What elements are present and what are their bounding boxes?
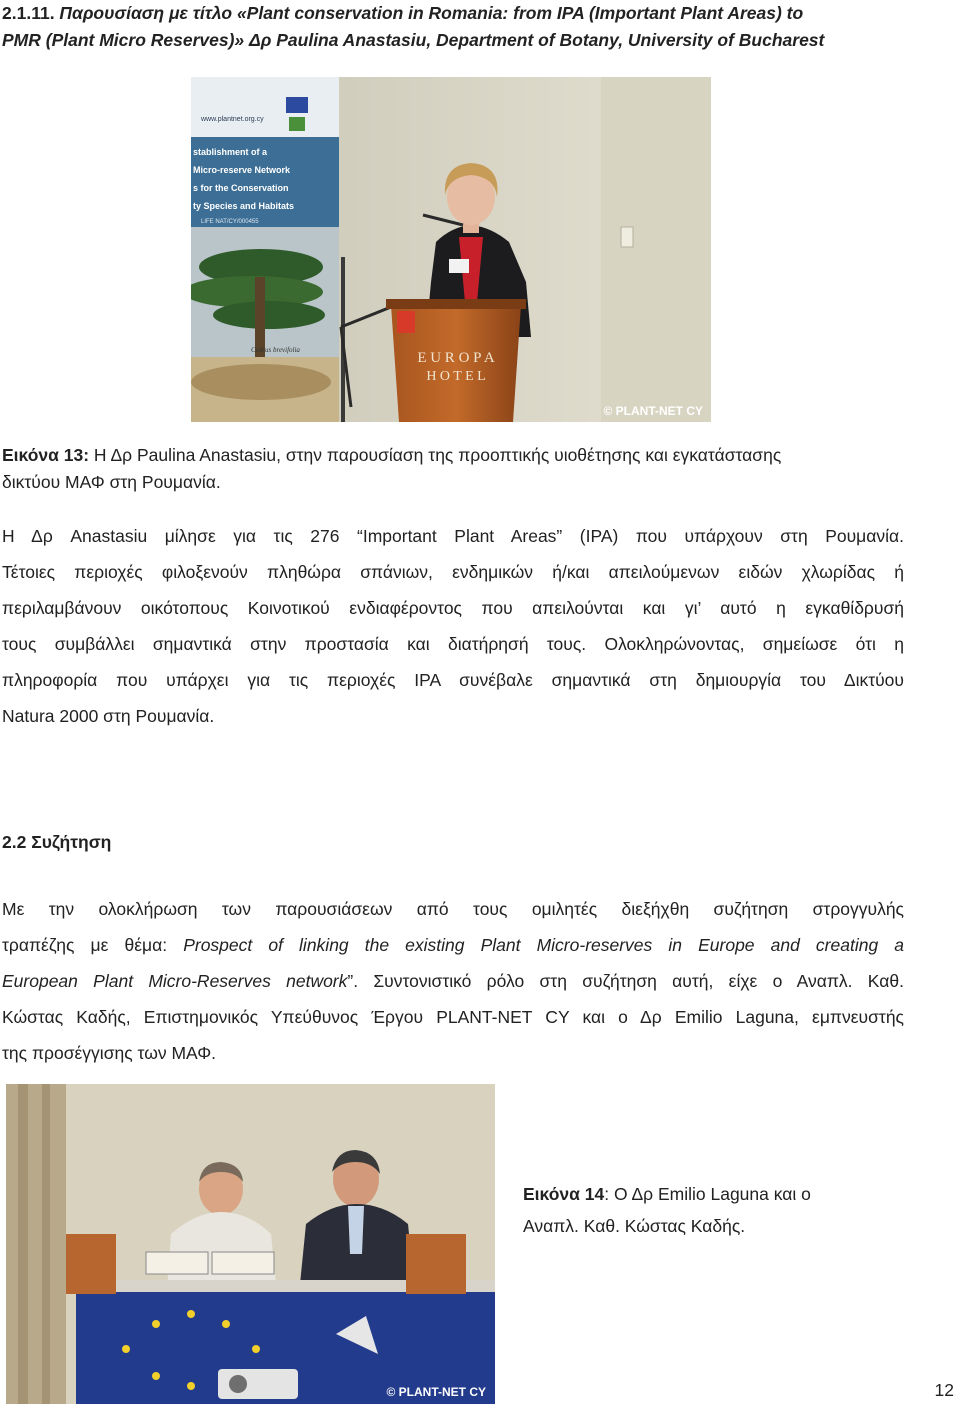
paragraph-line: της προσέγγισης των ΜΑΦ. bbox=[2, 1043, 217, 1063]
paragraph-line: πληροφορία που υπάρχει για τις περιοχές IPA συνέβαλε σημαντικά στη δημιουργία του Δικτύου bbox=[2, 670, 904, 690]
paragraph-line bbox=[2, 927, 904, 963]
paragraph-line: Natura 2000 στη Ρουμανία. bbox=[2, 706, 215, 726]
figure-14-photo-credit: © PLANT-NET CY bbox=[386, 1385, 486, 1399]
banner-url: www.plantnet.org.cy bbox=[201, 116, 264, 123]
heading-number: 2.1.11. bbox=[2, 3, 55, 23]
podium-logo-line1: E U R O P A bbox=[417, 350, 495, 366]
discussion-topic-part1: Prospect of linking the existing Plant Micro-reserves in Europe and creating a bbox=[183, 935, 905, 955]
paragraph-line: τους συμβάλλει σημαντικά στην προστασία και διατήρησή τους. Ολοκληρώνοντας, σημείωσε ότι η bbox=[2, 634, 904, 654]
section-title-discussion: 2.2 Συζήτηση bbox=[2, 832, 112, 852]
figure-13-photo bbox=[191, 77, 711, 422]
banner-line-2: Micro-reserve Network bbox=[193, 165, 291, 175]
figure-14-photo bbox=[6, 1084, 495, 1404]
figure-13-caption-line1: Η Δρ Paulina Anastasiu, στην παρουσίαση της προοπτικής υιοθέτησης και εγκατάστασης bbox=[89, 445, 782, 465]
figure-13-caption bbox=[2, 442, 912, 496]
figure-13-caption-label: Εικόνα 13: bbox=[2, 445, 90, 465]
paragraph-line-part: ”. Συντονιστικό ρόλο στη συζήτηση αυτή, είχε ο Αναπλ. Καθ. bbox=[347, 971, 904, 991]
banner-species-label: Cedrus brevifolia bbox=[251, 346, 300, 354]
figure-14-caption-label: Εικόνα 14 bbox=[523, 1184, 605, 1204]
paragraph-discussion bbox=[2, 891, 904, 1071]
paragraph-line: Η Δρ Anastasiu μίλησε για τις 276 “Important Plant Areas” (IPA) που υπάρχουν στη Ρουμανία. bbox=[2, 526, 904, 546]
paragraph-line bbox=[2, 963, 904, 999]
figure-13-photo-credit: © PLANT-NET CY bbox=[603, 404, 703, 418]
paragraph-line: Κώστας Καδής, Επιστημονικός Υπεύθυνος Έργου PLANT-NET CY και ο Δρ Emilio Laguna, εμπνευστής bbox=[2, 1007, 904, 1027]
podium-logo-line2: H O T E L bbox=[426, 369, 486, 384]
paragraph-line: Με την ολοκλήρωση των παρουσιάσεων από τους ομιλητές διεξήχθη συζήτηση στρογγυλής bbox=[2, 899, 904, 919]
figure-14-caption bbox=[523, 1178, 885, 1242]
paragraph-line: περιλαμβάνουν οικότοπους Κοινοτικού ενδιαφέροντος που απειλούνται και γι’ αυτό η εγκαθίδρυσή bbox=[2, 598, 904, 618]
banner-line-3: s for the Conservation bbox=[193, 183, 289, 193]
heading-title-line2: PMR (Plant Micro Reserves)» Δρ Paulina Anastasiu, Department of Botany, University of Bucharest bbox=[2, 30, 825, 50]
paragraph-line-part: τραπέζης με θέμα: bbox=[2, 935, 184, 955]
figure-14-caption-line1: : Ο Δρ Emilio Laguna και ο bbox=[604, 1184, 811, 1204]
heading-title-line1: Παρουσίαση με τίτλο «Plant conservation in Romania: from IPA (Important Plant Areas) to bbox=[54, 3, 804, 23]
banner-line-4: ty Species and Habitats bbox=[193, 201, 295, 211]
figure-13-caption-line2: δικτύου ΜΑΦ στη Ρουμανία. bbox=[2, 472, 221, 492]
page-number: 12 bbox=[934, 1380, 954, 1400]
discussion-topic-part2: European Plant Micro-Reserves network bbox=[2, 971, 348, 991]
paragraph-ipa-romania bbox=[2, 518, 904, 734]
figure-14-caption-line2: Αναπλ. Καθ. Κώστας Καδής. bbox=[523, 1216, 746, 1236]
paragraph-line: Τέτοιες περιοχές φιλοξενούν πληθώρα σπάνιων, ενδημικών ή/και απειλούμενων ειδών χλωρίδας ή bbox=[2, 562, 904, 582]
banner-line-1: stablishment of a bbox=[193, 147, 268, 157]
banner-line-5: LIFE NAT/CY/000455 bbox=[201, 219, 259, 225]
section-heading bbox=[2, 0, 952, 54]
